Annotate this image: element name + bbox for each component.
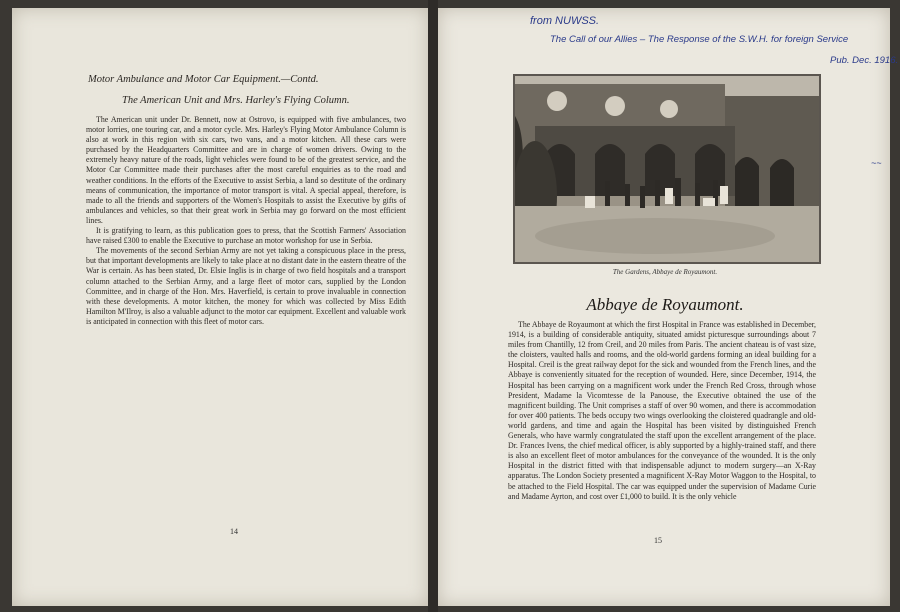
handwritten-margin-mark: ~~	[871, 158, 882, 168]
photo-illustration	[515, 76, 819, 262]
section-title: Motor Ambulance and Motor Car Equipment.—Contd.	[88, 74, 319, 85]
handwritten-annotation-date: Pub. Dec. 1916.	[830, 55, 899, 66]
paragraph: It is gratifying to learn, as this publication goes to press, that the Scottish Farmers' Association have raised £300 to enable the Executive to purchase an motor workshop for use in Serbia.	[86, 226, 406, 246]
book-gutter	[428, 0, 438, 612]
left-page	[12, 8, 428, 606]
paragraph: The American unit under Dr. Bennett, now at Ostrovo, is equipped with five ambulances, two motor lorries, one touring car, and a motor cycle. Mrs. Harley's Flying Motor Ambulance Column is also at work in this region with six cars, two vans, and a motor kitchen. All these cars were purchased by the Headquarters Committee and are in charge of women drivers. Owing to the extremely heavy nature of the roads, light vehicles were found to be of the greatest service, and the Motor Car Committee made their purchases after the most careful enquiries as to the road and weather conditions. In the efforts of the Executive to assist Serbia, a land so destitute of the ordinary means of communication, the importance of motor transport is vital. A special appeal, therefore, is made to all the friends and supporters of the Women's Hospitals to assist the Executive by gifts of ambulances and vehicles, so that their great work in Serbia may go forward on the most efficient lines.	[86, 115, 406, 225]
section-subtitle: The American Unit and Mrs. Harley's Flying Column.	[122, 95, 350, 106]
left-body-text	[86, 115, 406, 327]
page-number-left: 14	[230, 527, 238, 536]
paragraph: The movements of the second Serbian Army are not yet taking a conspicuous place in the press, but that important developments are likely to take place at no distant date in the eastern theatre of the War is certain. As has been stated, Dr. Elsie Inglis is in charge of two field hospitals and a transport column attached to the Serbian Army, and a large fleet of motor cars, supplied by the London Committee, and in charge of the Hon. Mrs. Haverfield, is certain to prove invaluable in connection with these developments. A motor kitchen, the money for which was collected by Miss Edith Hamilton M'Ilroy, is also a valuable adjunct to the motor car equipment. Excellent and valuable work is anticipated in connection with this fleet of motor cars.	[86, 246, 406, 326]
page-number-right: 15	[654, 536, 662, 545]
photo-caption: The Gardens, Abbaye de Royaumont.	[612, 268, 718, 276]
handwritten-annotation-title: The Call of our Allies – The Response of the S.W.H. for foreign Service	[550, 34, 849, 45]
cloister-garden-photo	[513, 74, 821, 264]
right-page	[438, 8, 899, 606]
article-heading: Abbaye de Royaumont.	[586, 295, 744, 314]
paragraph: The Abbaye de Royaumont at which the first Hospital in France was established in December, 1914, is a building of considerable antiquity, situated amidst picturesque surroundings about 7 miles from Chantilly, 12 from Creil, and 20 miles from Paris. The ancient chateau is of vast size, the cloisters, vaulted halls and rooms, and the old-world gardens forming an ideal building for a Hospital. Creil is the great railway depot for the sick and wounded from the French lines, and the Abbaye is conveniently situated for the reception of wounded. Here, since December, 1914, the Hospital has been carrying on a magnificent work under the French Red Cross, through whose President, Madame la Vicomtesse de la Panouse, the Executive obtained the use of the magnificent building. The Unit comprises a staff of over 90 women, and there is accommodation for over 400 patients. The beds occupy two wings overlooking the cloistered quadrangle and old-world gardens, and time and again the Hospital has been visited by distinguished French Generals, who have warmly congratulated the staff upon the excellent arrangement of the place. Dr. Frances Ivens, the chief medical officer, is ably supported by a highly-trained staff, and there is also an excellent fleet of motor ambulances for the conveyance of the wounded. It is the only Hospital in the district fitted with that indispensable adjunct to modern surgery—an X-Ray apparatus. The London Society presented a magnificent X-Ray Motor Waggon to the Hospital, to be attached to the Field Hospital. The car was equipped under the supervision of Madame Curie and Madame Ayrton, and cost over £1,000 to build. It is the only vehicle	[508, 320, 816, 501]
right-body-text	[508, 320, 816, 502]
handwritten-annotation-source: from NUWSS.	[530, 15, 600, 27]
